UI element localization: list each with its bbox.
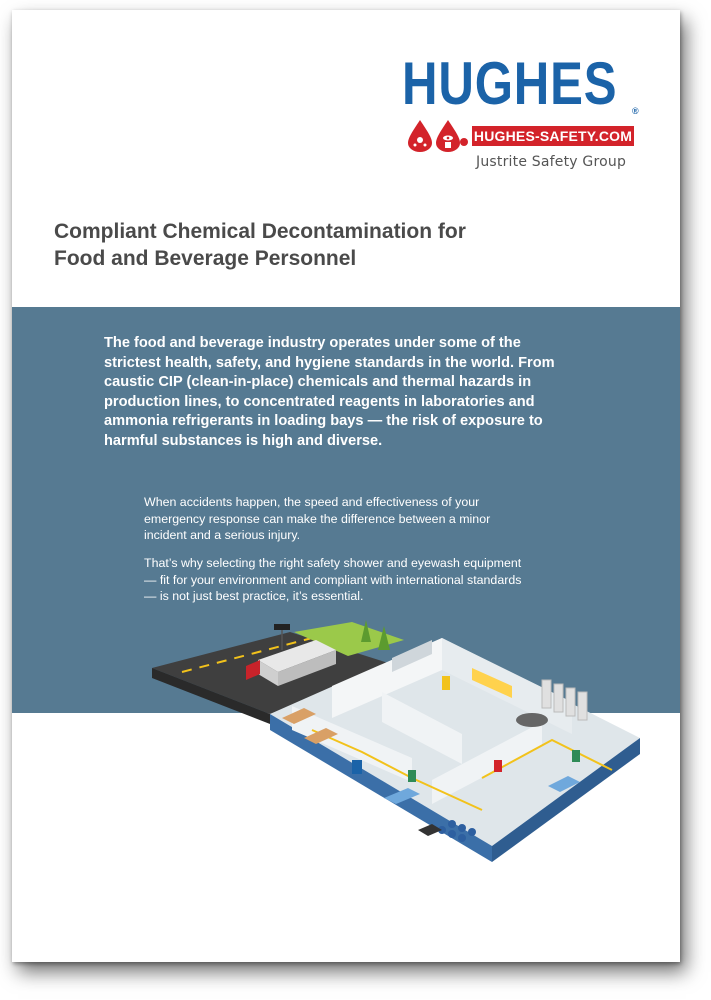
intro-paragraph: The food and beverage industry operates under some of the strictest health, safety, and hygiene standards in the world. From caustic CIP (clean-in-place) chemicals and thermal hazards in production lines, to concentrated reagents in laboratories and ammonia refrigerants in loading bays — the risk of exposure to harmful substances is high and diverse. (104, 335, 555, 449)
body-paragraph-1: When accidents happen, the speed and effectiveness of your emergency response can make the difference between a minor incident and a serious injury. (144, 495, 491, 543)
logo-registered-mark: ® (632, 106, 639, 116)
hughes-logo (394, 50, 644, 180)
logo-website: HUGHES-SAFETY.COM (473, 128, 633, 144)
safety-drop-icons (404, 118, 470, 152)
page-title: Compliant Chemical Decontamination for Food and Beverage Personnel (54, 220, 466, 270)
logo-group-name: Justrite Safety Group (476, 154, 627, 170)
isometric-facility-illustration (12, 610, 680, 910)
body-paragraph-2: That’s why selecting the right safety shower and eyewash equipment — fit for your environment and compliant with international standards — is not just best practice, it’s essential. (144, 556, 522, 604)
logo-wordmark: HUGHES (402, 50, 618, 117)
brochure-page (12, 10, 680, 962)
